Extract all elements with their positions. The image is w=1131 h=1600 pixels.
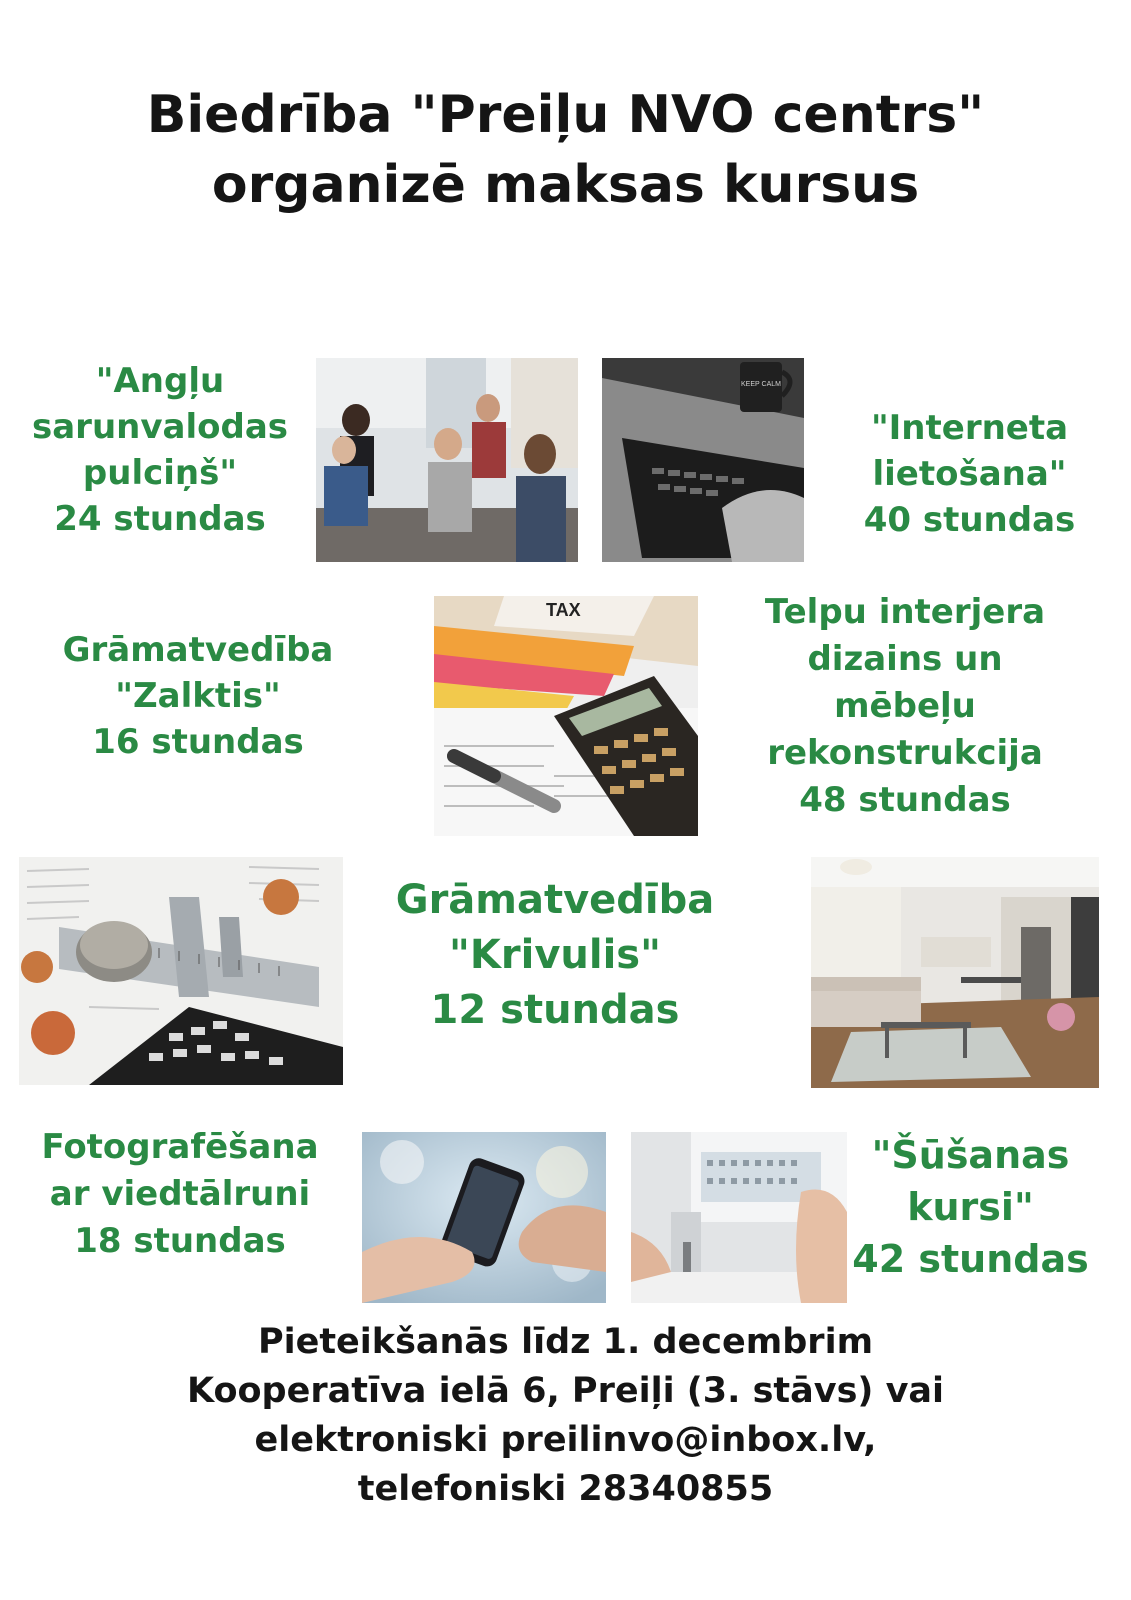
course-line: lietošana" [872, 454, 1067, 494]
course-line: "Interneta [870, 408, 1069, 448]
course-english [15, 358, 305, 542]
laptop-photo [602, 358, 804, 562]
meeting-photo [316, 358, 578, 562]
course-hours: 42 stundas [852, 1237, 1089, 1281]
course-sewing [848, 1129, 1093, 1285]
course-interior-design [745, 589, 1065, 824]
footer-email: elektroniski preilinvo@inbox.lv, [254, 1420, 877, 1460]
course-smartphone-photography [30, 1124, 330, 1265]
course-bookkeeping-krivulis [370, 873, 740, 1038]
calipers-coins-photo [19, 857, 343, 1085]
footer-address: Kooperatīva ielā 6, Preiļi (3. stāvs) vai [186, 1371, 945, 1411]
course-line: dizains un [807, 639, 1003, 679]
course-hours: 12 stundas [430, 987, 680, 1033]
book-label: TAX [546, 600, 581, 620]
course-line: sarunvalodas [32, 407, 288, 447]
mug-label: KEEP CALM [741, 381, 781, 388]
course-hours: 48 stundas [799, 780, 1011, 820]
registration-info [0, 1318, 1131, 1514]
course-line: rekonstrukcija [767, 733, 1043, 773]
course-line: kursi" [907, 1185, 1034, 1229]
course-line: "Angļu [95, 361, 225, 401]
footer-phone: telefoniski 28340855 [357, 1469, 774, 1509]
course-bookkeeping-zalktis [48, 627, 348, 765]
course-line: "Krivulis" [449, 932, 661, 978]
course-line: Fotografēšana [41, 1127, 319, 1167]
course-line: "Zalktis" [115, 676, 281, 716]
course-line: ar viedtālruni [49, 1174, 311, 1214]
course-line: Grāmatvedība [395, 877, 715, 923]
sewing-machine-photo [631, 1132, 847, 1303]
course-line: Grāmatvedība [62, 630, 334, 670]
course-hours: 24 stundas [54, 499, 266, 539]
footer-deadline: Pieteikšanās līdz 1. decembrim [257, 1322, 874, 1362]
course-line: pulciņš" [82, 453, 238, 493]
page-title [0, 80, 1131, 220]
course-internet [842, 405, 1097, 543]
course-hours: 18 stundas [74, 1221, 286, 1261]
course-line: "Šūšanas [871, 1133, 1070, 1177]
title-line-1: Biedrība "Preiļu NVO centrs" [146, 85, 985, 145]
smartphone-photo [362, 1132, 606, 1303]
tax-calculator-photo [434, 596, 698, 836]
title-line-2: organizē maksas kursus [211, 155, 920, 215]
course-line: mēbeļu [834, 686, 976, 726]
course-hours: 40 stundas [863, 500, 1076, 540]
course-line: Telpu interjera [764, 592, 1046, 632]
interior-room-photo [811, 857, 1099, 1088]
course-hours: 16 stundas [92, 722, 304, 762]
